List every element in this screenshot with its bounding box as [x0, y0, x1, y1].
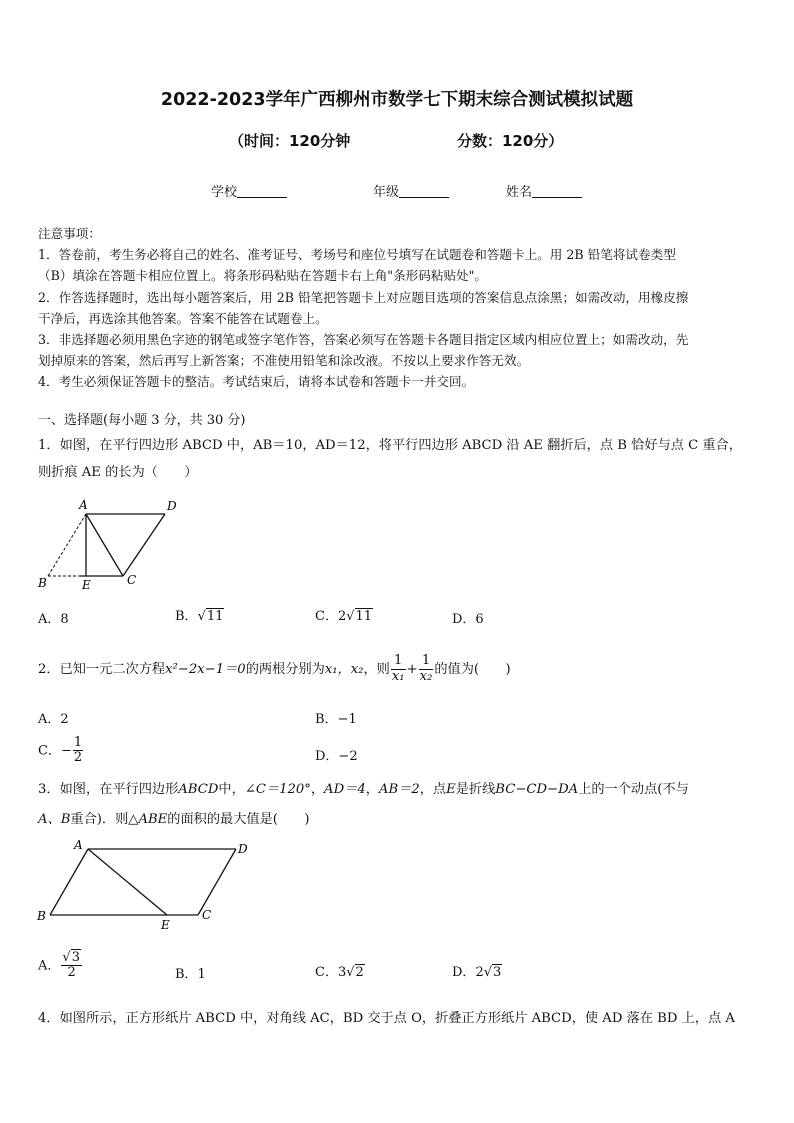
- grade-blank: [399, 185, 449, 198]
- q1-option-a[interactable]: A．8: [38, 612, 69, 627]
- school-field: [211, 181, 287, 200]
- question-2: [38, 650, 760, 690]
- q3-option-c[interactable]: [315, 961, 365, 980]
- note-2b: 干净后，再选涂其他答案。答案不能答在试题卷上。: [38, 310, 328, 326]
- q3-label-a: A: [74, 838, 83, 852]
- question-1: [38, 432, 760, 486]
- q1-edge-ab-dashed: [48, 514, 86, 576]
- q3-edge-ae: [88, 849, 167, 915]
- q1-line1: 1．如图，在平行四边形 ABCD 中，AB＝10，AD＝12，将平行四边形 ABCD 沿 AE 翻折后，点 B 恰好与点 C 重合，: [38, 438, 742, 453]
- q3-l1d: 是折线: [455, 782, 496, 797]
- q1-label-a: A: [79, 498, 88, 512]
- q2-option-c-num: 1: [73, 735, 83, 750]
- q3-sep2: ，: [365, 782, 379, 797]
- q2-fraction-2: [419, 654, 434, 684]
- q2-option-d[interactable]: D．−2: [315, 749, 358, 764]
- grade-label: 年级: [373, 185, 400, 200]
- q1-edge-ac: [86, 514, 123, 576]
- q3-option-a-radicand: 3: [71, 950, 80, 965]
- page-title: 2022-2023学年广西柳州市数学七下期末综合测试模拟试题: [160, 90, 634, 110]
- q3-option-d-prefix: D．: [452, 965, 476, 980]
- q3-label-e: E: [161, 918, 170, 932]
- q3-edge-dc: [198, 849, 236, 915]
- q3-label-c: C: [202, 908, 212, 922]
- q1-option-c[interactable]: [315, 605, 373, 624]
- q2-fraction-1: [391, 654, 406, 684]
- name-field: [506, 181, 582, 200]
- q1-option-b[interactable]: [175, 605, 224, 624]
- q3-option-d[interactable]: [452, 961, 502, 980]
- q2-option-c-den: 2: [73, 750, 83, 766]
- question-4: [38, 1005, 760, 1032]
- q2-option-a[interactable]: A．2: [38, 712, 69, 727]
- note-2a: 2．作答选择题时，选出每小题答案后，用 2B 铅笔把答题卡上对应题目选项的答案信息点涂黑；如需改动，用橡皮擦: [38, 289, 689, 305]
- q3-line2: [38, 805, 760, 835]
- q2-mid: 的两根分别为: [245, 662, 325, 677]
- q3-sep1: ，: [310, 782, 325, 797]
- note-3a: 3．非选择题必须用黑色字迹的钢笔或签字笔作答，答案必须写在答题卡各题目指定区域内相应位置上；如需改动，先: [38, 332, 689, 348]
- q1-figure: [30, 495, 190, 595]
- q2-equation: x²−2x−1＝0: [165, 662, 246, 677]
- q3-label-d: D: [238, 842, 248, 856]
- q2-option-b[interactable]: B．−1: [315, 712, 357, 727]
- q3-e: E: [446, 782, 456, 797]
- q2-option-c-fraction: [73, 736, 83, 766]
- q2-f2-num: 1: [419, 654, 434, 670]
- exam-score: 分数：120分）: [457, 132, 564, 150]
- q2-roots: x₁，x₂: [324, 662, 364, 677]
- q3-option-a-den: 2: [67, 965, 76, 981]
- q1-label-c: C: [127, 573, 137, 587]
- q2-prefix: 2．已知一元二次方程: [38, 662, 166, 677]
- notes-block: [38, 223, 760, 393]
- q3-option-c-radical: √2: [346, 965, 364, 980]
- school-blank: [237, 185, 287, 198]
- q1-edge-dc: [123, 514, 165, 576]
- q2-f1-den: x₁: [391, 669, 405, 684]
- q1-option-b-prefix: B．: [175, 609, 198, 624]
- q3-label-b: B: [37, 909, 46, 923]
- note-3b: 划掉原来的答案，然后再写上新答案；不准使用铅笔和涂改液。不按以上要求作答无效。: [38, 353, 530, 369]
- q1-option-c-prefix: C．: [315, 609, 338, 624]
- q3-option-a[interactable]: [38, 951, 83, 981]
- q3-l1e: 上的一个动点(不与: [578, 782, 689, 797]
- q3-line1: [38, 775, 760, 805]
- q3-option-c-prefix: C．: [315, 965, 338, 980]
- q3-l2a: A、B: [38, 812, 71, 827]
- q3-option-a-fraction: [61, 951, 82, 981]
- q3-ab: AB＝2: [378, 782, 420, 797]
- q1-label-b: B: [38, 576, 47, 590]
- notes-heading: 注意事项：: [38, 226, 101, 241]
- q1-option-c-radical: √11: [346, 609, 373, 624]
- q3-l1b: 中，: [218, 782, 245, 797]
- q4-line1: 4．如图所示，正方形纸片 ABCD 中，对角线 AC，BD 交于点 O，折叠正方形纸片 ABCD，使 AD 落在 BD 上，点 A: [38, 1011, 735, 1026]
- exam-time: （时间：120分钟: [229, 132, 351, 150]
- q3-abe: ABE: [138, 812, 168, 827]
- q3-ad: AD＝4: [324, 782, 366, 797]
- q3-option-d-radical: √3: [483, 965, 502, 980]
- q3-l1c: ，点: [419, 782, 447, 797]
- q2-plus: +: [406, 662, 418, 677]
- q2-option-c-prefix: C．−: [38, 743, 72, 759]
- grade-field: [373, 181, 449, 200]
- q3-l2b: 重合)．则△: [70, 812, 139, 827]
- q2-f2-den: x₂: [419, 669, 433, 684]
- q1-line2: 则折痕 AE 的长为（ ）: [38, 465, 198, 480]
- school-label: 学校: [211, 185, 238, 200]
- q3-l1a: 3．如图，在平行四边形: [38, 782, 179, 797]
- q1-option-b-radicand: 11: [206, 609, 224, 624]
- name-label: 姓名: [506, 185, 533, 200]
- q1-option-c-coef: 2: [337, 609, 347, 624]
- note-1b: （B）填涂在答题卡相应位置上。将条形码粘贴在答题卡右上角"条形码粘贴处"。: [38, 268, 488, 284]
- q3-option-c-coef: 3: [337, 965, 347, 980]
- q2-f1-num: 1: [391, 654, 406, 670]
- q2-option-c[interactable]: [38, 736, 84, 766]
- q1-option-d[interactable]: D．6: [452, 612, 484, 627]
- q2-then: ，则: [363, 662, 390, 677]
- q3-abcd: ABCD: [178, 782, 219, 797]
- q1-option-b-radical: √11: [197, 609, 224, 624]
- q3-option-d-radicand: 3: [493, 965, 502, 980]
- question-3: [38, 775, 760, 835]
- q3-option-a-num: √3: [62, 950, 80, 965]
- q3-angle: ∠C＝120°: [244, 782, 311, 797]
- q3-option-c-radicand: 2: [355, 965, 364, 980]
- q1-label-e: E: [82, 578, 91, 592]
- note-1a: 1．答卷前，考生务必将自己的姓名、准考证号、考场号和座位号填写在试题卷和答题卡上。用 2B 铅笔将试卷类型: [38, 247, 676, 263]
- q3-path: BC−CD−DA: [495, 782, 579, 797]
- q3-option-b[interactable]: B．1: [175, 967, 206, 982]
- q2-suffix: 的值为( ): [434, 662, 511, 677]
- q3-edge-ab: [50, 849, 88, 915]
- q3-l2c: 的面积的最大值是( ): [167, 812, 310, 827]
- q3-option-d-coef: 2: [475, 965, 484, 980]
- q3-figure: [30, 835, 260, 935]
- name-blank: [532, 185, 582, 198]
- q1-label-d: D: [167, 499, 177, 513]
- section-heading: 一、选择题(每小题 3 分，共 30 分): [38, 413, 246, 428]
- q1-option-c-radicand: 11: [355, 609, 373, 624]
- q3-option-a-prefix: A．: [38, 958, 61, 974]
- note-4: 4．考生必须保证答题卡的整洁。考试结束后，请将本试卷和答题卡一并交回。: [38, 374, 475, 390]
